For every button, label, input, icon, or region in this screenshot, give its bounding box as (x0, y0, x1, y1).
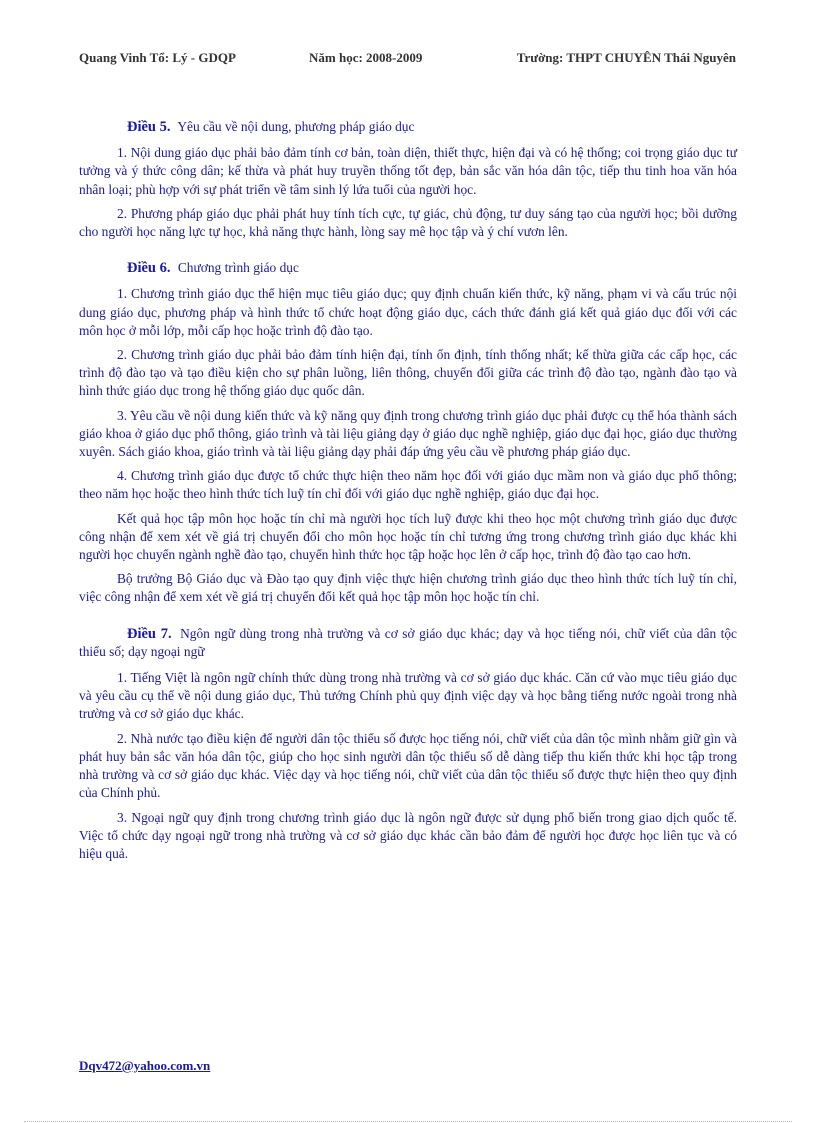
article-title: Yêu cầu về nội dung, phương pháp giáo dục (177, 119, 415, 134)
paragraph: Bộ trưởng Bộ Giáo dục và Đào tạo quy định việc thực hiện chương trình giáo dục theo hình thức tích luỹ tín chỉ, việc công nhận để xem xét về giá trị chuyển đổi kết quả học tập môn học hoặc tín chỉ. (79, 571, 737, 605)
page-header (79, 50, 736, 66)
article-heading (79, 118, 737, 136)
article-6 (79, 259, 737, 606)
paragraph: 2. Chương trình giáo dục phải bảo đảm tính hiện đại, tính ổn định, tính thống nhất; kế thừa giữa các cấp học, các trình độ đào tạo và tạo điều kiện cho sự phân luồng, liên thông, chuyển đổi giữa các trình độ đào tạo, ngành đào tạo và hình thức giáo dục trong hệ thống giáo dục quốc dân. (79, 347, 737, 399)
footer-email-link[interactable]: Dqv472@yahoo.com.vn (79, 1058, 211, 1073)
paragraph: Kết quả học tập môn học hoặc tín chỉ mà người học tích luỹ được khi theo học một chương trình giáo dục được công nhận để xem xét về giá trị chuyển đổi cho môn học hoặc tín chỉ tương ứng trong chương trình giáo dục khác khi người học chuyển ngành nghề đào tạo, chuyển hình thức học tập hoặc học lên ở cấp học, trình độ đào tạo cao hơn. (79, 510, 737, 563)
article-number: Điều 5. (127, 119, 171, 135)
paragraph: 2. Phương pháp giáo dục phải phát huy tính tích cực, tự giác, chủ động, tư duy sáng tạo của người học; bồi dưỡng cho người học năng lực tự học, khả năng thực hành, lòng say mê học tập và ý chí vươn lên. (79, 205, 737, 240)
header-author: Quang Vinh Tổ: Lý - GDQP (79, 50, 236, 65)
article-heading (79, 259, 737, 277)
header-year: Năm học: 2008-2009 (309, 50, 423, 65)
article-title: Ngôn ngữ dùng trong nhà trường và cơ sở giáo dục khác; dạy và học tiếng nói, chữ viết của dân tộc thiểu số; dạy ngoại ngữ (79, 625, 737, 659)
paragraph: 3. Yêu cầu về nội dung kiến thức và kỹ năng quy định trong chương trình giáo dục phải được cụ thể hóa thành sách giáo khoa ở giáo dục phổ thông, giáo trình và tài liệu giảng dạy ở giáo dục nghề nghiệp, giáo dục đại học, giáo dục thường xuyên. Sách giáo khoa, giáo trình và tài liệu giảng dạy phải đáp ứng yêu cầu về phương pháp giáo dục. (79, 407, 737, 460)
paragraph: 1. Tiếng Việt là ngôn ngữ chính thức dùng trong nhà trường và cơ sở giáo dục khác. Căn cứ vào mục tiêu giáo dục và yêu cầu cụ thể về nội dung giáo dục, Thủ tướng Chính phủ quy định việc dạy và học bằng tiếng nước ngoài trong nhà trường và cơ sở giáo dục khác. (79, 670, 737, 722)
article-heading (79, 625, 737, 661)
paragraph: 2. Nhà nước tạo điều kiện để người dân tộc thiểu số được học tiếng nói, chữ viết của dân tộc mình nhằm giữ gìn và phát huy bản sắc văn hóa dân tộc, giúp cho học sinh người dân tộc thiểu số dễ dàng tiếp thu kiến thức khi học tập trong nhà trường và cơ sở giáo dục khác. Việc dạy và học tiếng nói, chữ viết của dân tộc thiểu số được thực hiện theo quy định của Chính phủ. (79, 730, 737, 801)
article-number: Điều 7. (127, 625, 172, 642)
paragraph: 3. Ngoại ngữ quy định trong chương trình giáo dục là ngôn ngữ được sử dụng phổ biến trong giao dịch quốc tế. Việc tổ chức dạy ngoại ngữ trong nhà trường và cơ sở giáo dục khác cần bảo đảm để người học được học liên tục và có hiệu quả. (79, 809, 737, 861)
paragraph: 1. Nội dung giáo dục phải bảo đảm tính cơ bản, toàn diện, thiết thực, hiện đại và có hệ thống; coi trọng giáo dục tư tưởng và ý thức công dân; kế thừa và phát huy truyền thống tốt đẹp, bản sắc văn hóa dân tộc, tiếp thu tinh hoa văn hóa nhân loại; phù hợp với sự phát triển về tâm sinh lý lứa tuổi của người học. (79, 145, 737, 197)
page-bottom-divider (24, 1121, 792, 1122)
paragraph: 1. Chương trình giáo dục thể hiện mục tiêu giáo dục; quy định chuẩn kiến thức, kỹ năng, phạm vi và cấu trúc nội dung giáo dục, phương pháp và hình thức tổ chức hoạt động giáo dục, cách thức đánh giá kết quả giáo dục đối với các môn học ở mỗi lớp, mỗi cấp học hoặc trình độ đào tạo. (79, 286, 737, 338)
article-title: Chương trình giáo dục (177, 260, 299, 276)
header-school: Trường: THPT CHUYÊN Thái Nguyên (516, 50, 736, 65)
article-5 (79, 118, 737, 241)
article-number: Điều 6. (127, 260, 171, 277)
article-7 (79, 625, 737, 863)
document-body (79, 118, 737, 881)
paragraph: 4. Chương trình giáo dục được tổ chức thực hiện theo năm học đối với giáo dục mầm non và giáo dục phổ thông; theo năm học hoặc theo hình thức tích luỹ tín chỉ đối với giáo dục nghề nghiệp, giáo dục đại học. (79, 468, 737, 502)
